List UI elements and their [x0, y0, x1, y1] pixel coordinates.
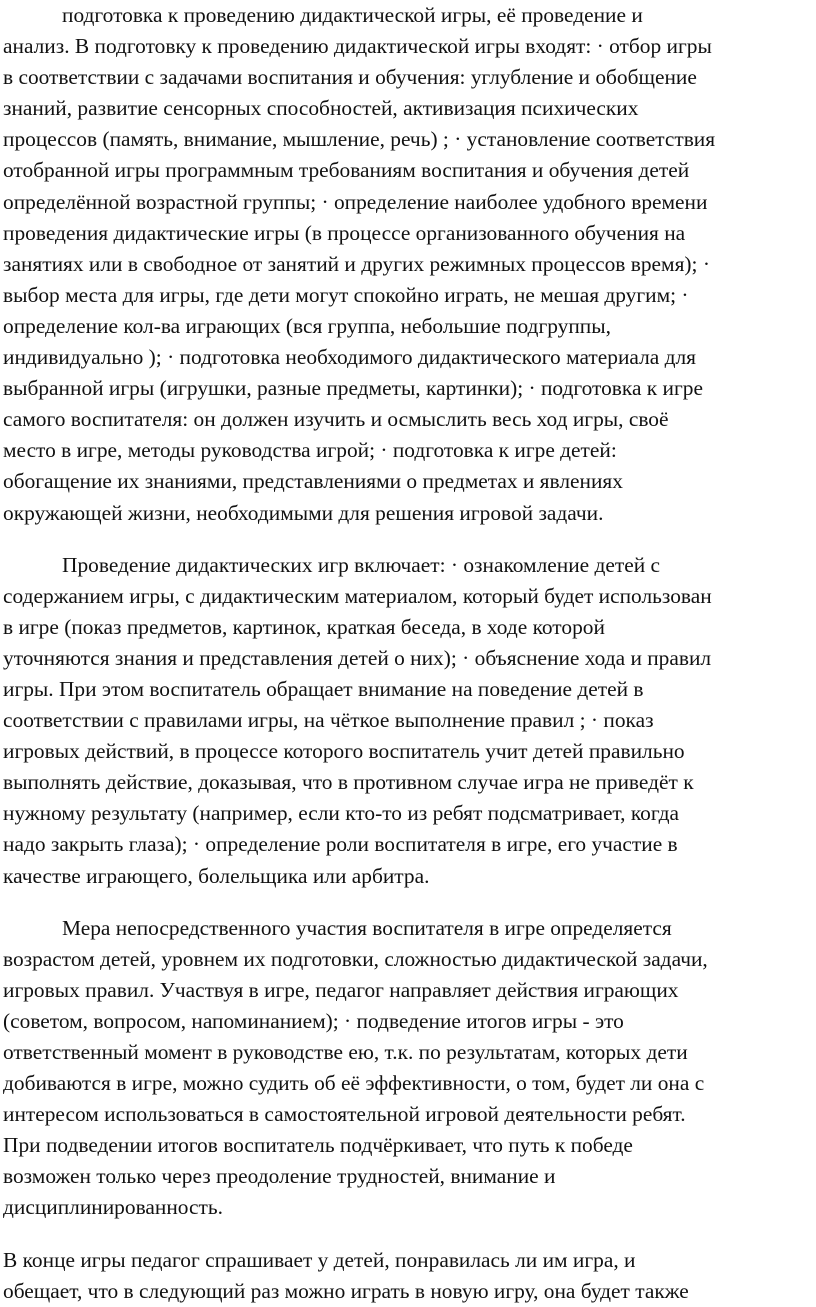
- text-line: знаний, развитие сенсорных способностей, активизация психических: [3, 96, 639, 121]
- text-line: интересом использоваться в самостоятельной игровой деятельности ребят.: [3, 1102, 686, 1127]
- text-line: в игре (показ предметов, картинок, краткая беседа, в ходе которой: [3, 614, 605, 639]
- text-line: дисциплинированность.: [3, 1195, 223, 1220]
- text-line: игры. При этом воспитатель обращает внимание на поведение детей в: [3, 676, 644, 701]
- text-line: В конце игры педагог спрашивает у детей, понравилась ли им игра, и: [3, 1247, 636, 1272]
- text-line: ответственный момент в руководстве ею, т.к. по результатам, которых дети: [3, 1040, 688, 1064]
- paragraph-game-conduct: [3, 550, 814, 892]
- text-line: нужному результату (например, если кто-то из ребят подсматривает, когда: [3, 801, 679, 826]
- text-line: проведения дидактические игры (в процессе организованного обучения на: [3, 220, 686, 245]
- text-line: обогащение их знаниями, представлениями о предметах и явлениях: [3, 469, 623, 494]
- text-line: подготовка к проведению дидактической игры, её проведение и: [62, 3, 643, 27]
- paragraph-game-ending: [3, 1245, 814, 1307]
- text-line: процессов (память, внимание, мышление, речь) ; · установление соответствия: [3, 127, 716, 152]
- paragraph-game-preparation: [3, 0, 814, 529]
- text-line: При подведении итогов воспитатель подчёркивает, что путь к победе: [3, 1133, 633, 1158]
- text-line: анализ. В подготовку к проведению дидактической игры входят: · отбор игры: [3, 34, 712, 59]
- text-line: выполнять действие, доказывая, что в противном случае игра не приведёт к: [3, 770, 694, 795]
- text-line: обещает, что в следующий раз можно играть в новую игру, она будет также: [3, 1278, 689, 1303]
- text-line: в соответствии с задачами воспитания и обучения: углубление и обобщение: [3, 65, 697, 90]
- text-line: Мера непосредственного участия воспитателя в игре определяется: [62, 915, 672, 940]
- text-line: выбор места для игры, где дети могут спокойно играть, не мешая другим; ·: [3, 282, 689, 307]
- text-line: надо закрыть глаза); · определение роли воспитателя в игре, его участие в: [3, 832, 678, 857]
- text-line: индивидуально ); · подготовка необходимого дидактического материала для: [3, 345, 696, 370]
- text-line: качестве играющего, болельщика или арбитра.: [3, 863, 430, 888]
- text-line: определение кол-ва играющих (вся группа, небольшие подгруппы,: [3, 313, 611, 338]
- text-line: место в игре, методы руководства игрой; · подготовка к игре детей:: [3, 438, 617, 463]
- text-line: содержанием игры, с дидактическим материалом, который будет использован: [3, 583, 712, 608]
- text-line: игровых правил. Участвуя в игре, педагог направляет действия играющих: [3, 977, 679, 1002]
- text-line: возрастом детей, уровнем их подготовки, сложностью дидактической задачи,: [3, 946, 708, 971]
- text-line: уточняются знания и представления детей о них); · объяснение хода и правил: [3, 645, 712, 670]
- text-line: игровых действий, в процессе которого воспитатель учит детей правильно: [3, 739, 685, 764]
- text-line: самого воспитателя: он должен изучить и осмыслить весь ход игры, своё: [3, 407, 669, 432]
- text-line: занятиях или в свободное от занятий и других режимных процессов время); ·: [3, 251, 710, 276]
- text-line: (советом, вопросом, напоминанием); · подведение итогов игры - это: [3, 1008, 624, 1033]
- text-line: определённой возрастной группы; · определение наиболее удобного времени: [3, 189, 708, 214]
- text-line: выбранной игры (игрушки, разные предметы, картинки); · подготовка к игре: [3, 376, 703, 401]
- text-line: Проведение дидактических игр включает: · ознакомление детей с: [62, 552, 660, 577]
- text-line: возможен только через преодоление трудностей, внимание и: [3, 1164, 556, 1189]
- text-line: отобранной игры программным требованиям воспитания и обучения детей: [3, 158, 690, 183]
- text-line: добиваются в игре, можно судить об её эффективности, о том, будет ли она с: [3, 1071, 705, 1096]
- text-line: окружающей жизни, необходимыми для решения игровой задачи.: [3, 500, 604, 525]
- text-line: соответствии с правилами игры, на чёткое выполнение правил ; · показ: [3, 708, 654, 733]
- paragraph-teacher-participation: [3, 913, 814, 1224]
